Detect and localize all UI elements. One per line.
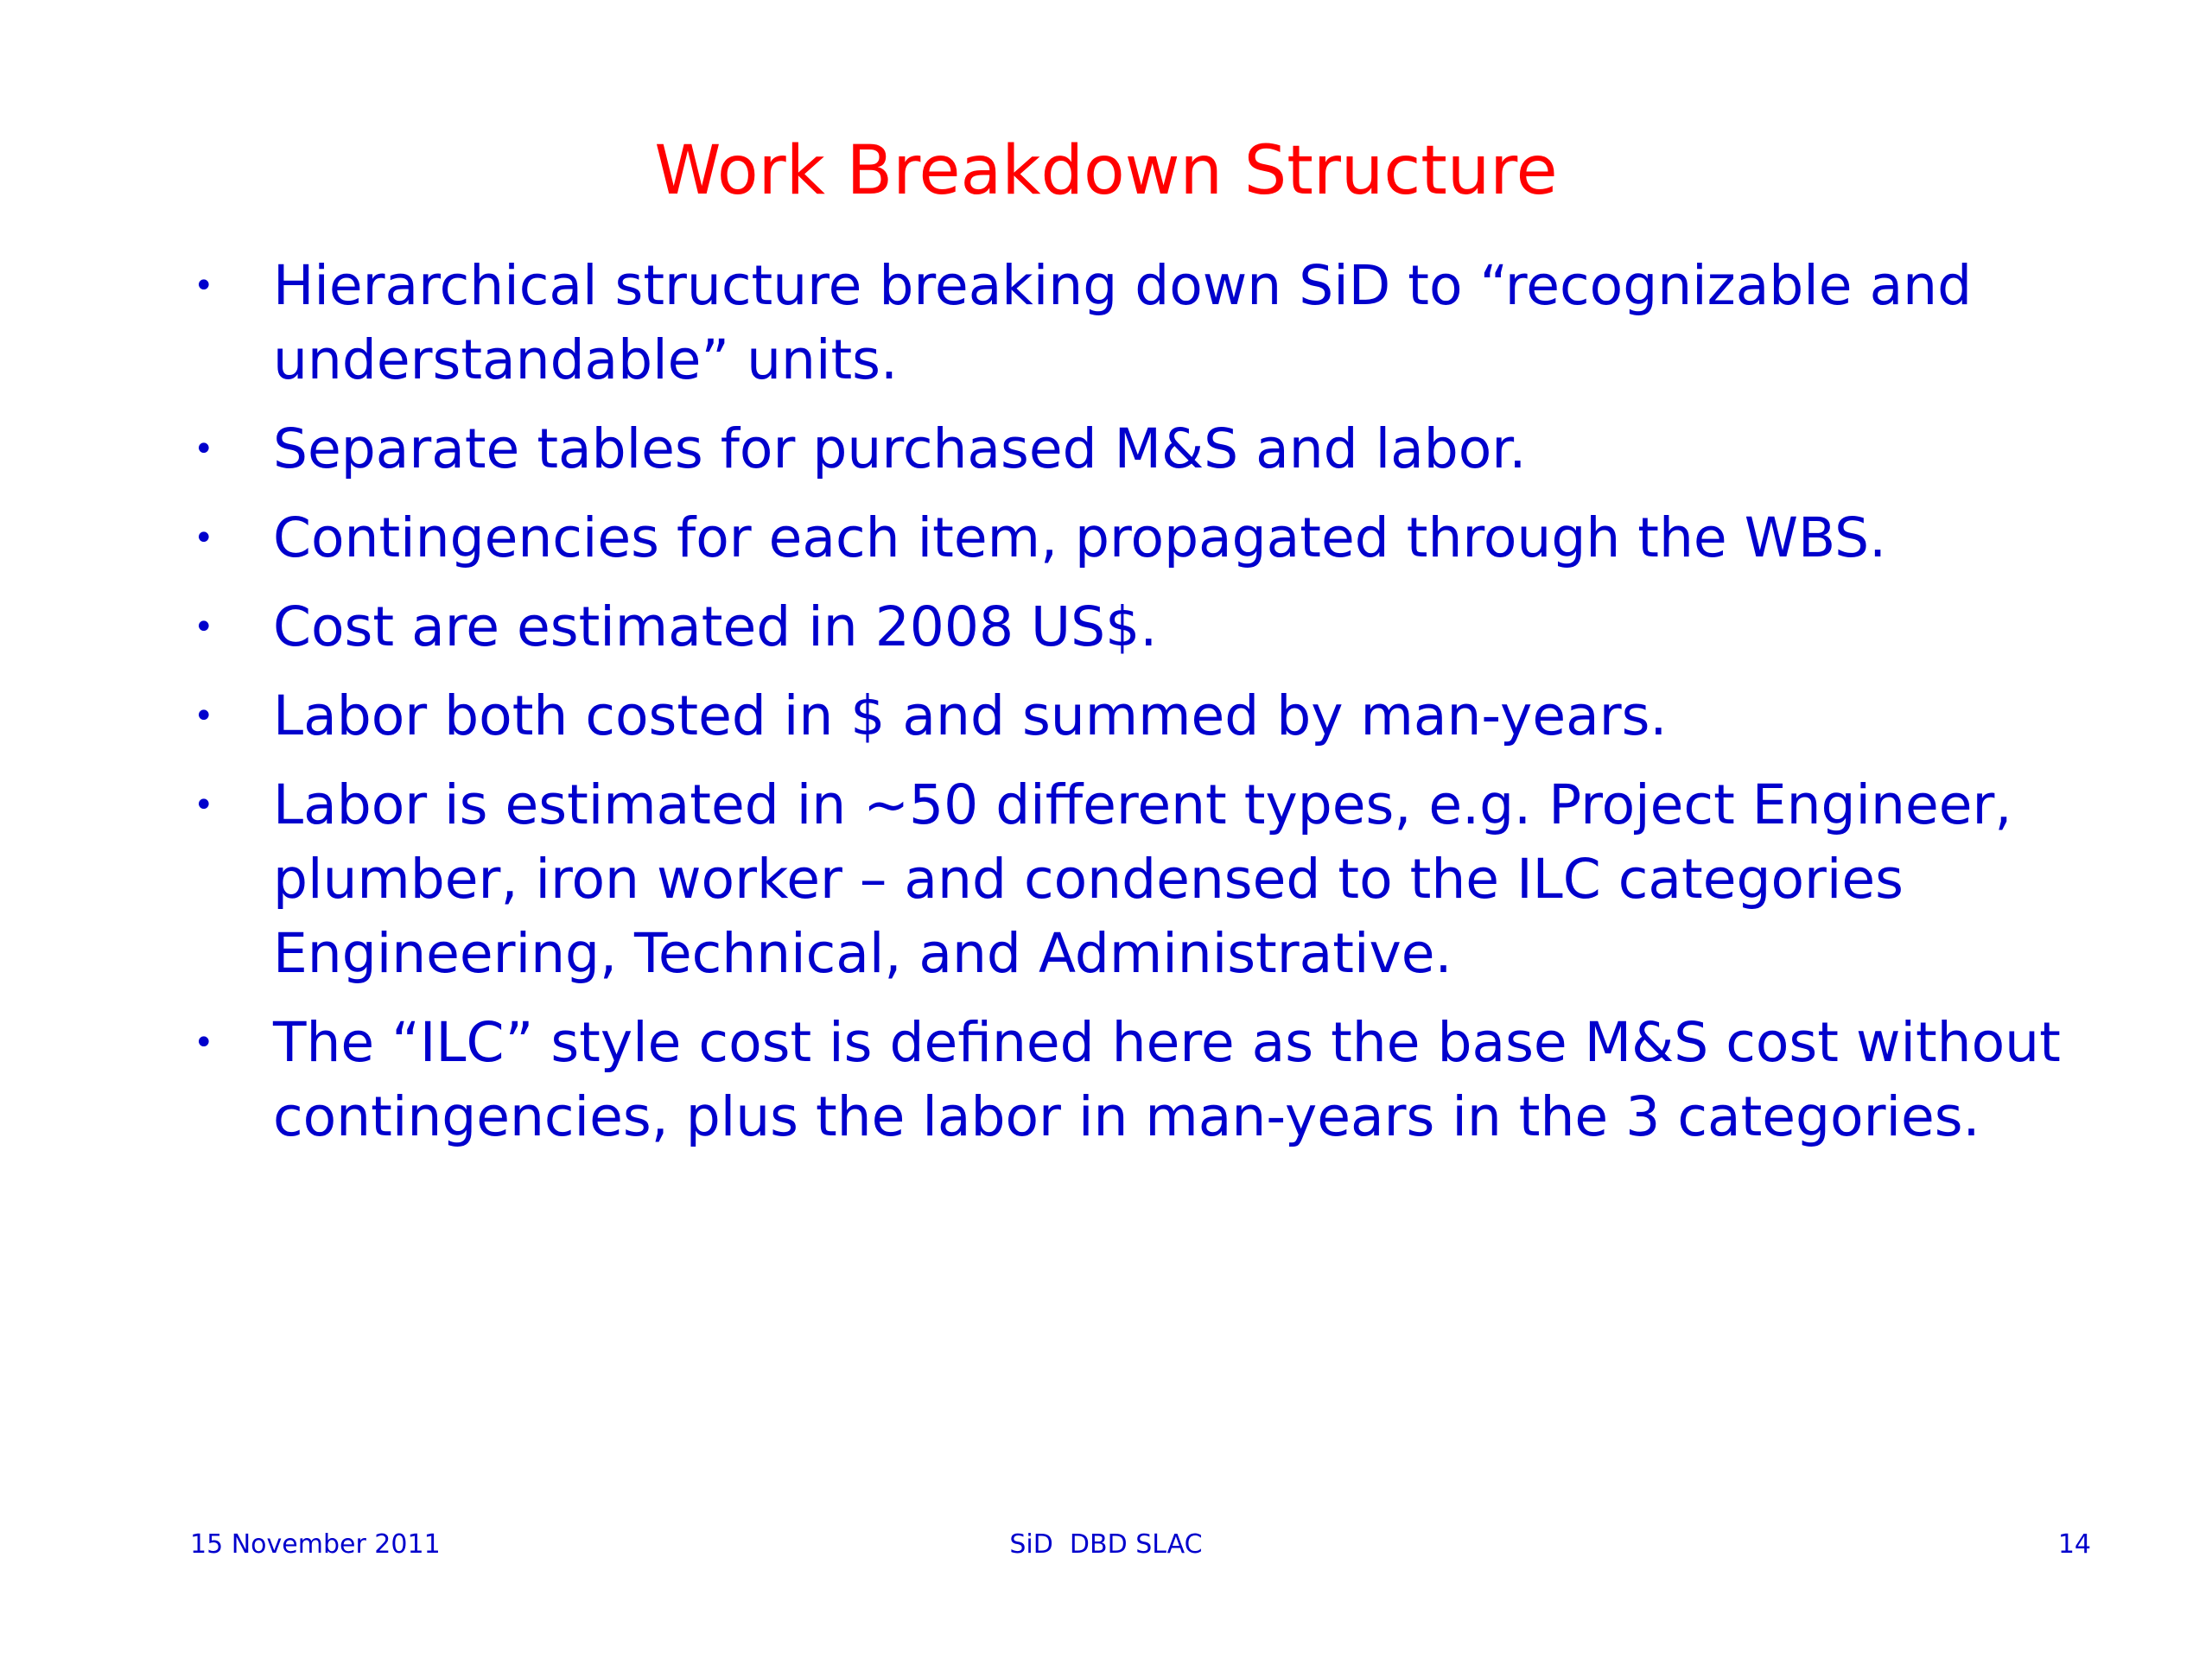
footer-center-label: SiD DBD SLAC (1009, 1529, 1203, 1560)
bullet-icon: • (194, 429, 214, 469)
bullet-item (181, 679, 2082, 753)
slide-title: Work Breakdown Structure (654, 132, 1558, 210)
footer-date: 15 November 2011 (190, 1529, 441, 1560)
bullet-icon: • (194, 266, 214, 306)
bullet-text: Contingencies for each item, propagated through the WBS. (273, 506, 1887, 569)
bullet-item (181, 412, 2082, 486)
bullet-text: Labor is estimated in ~50 different types, e.g. Project Engineer, plumber, iron worker – and condensed to the ILC categories Engineering, Technical, and Administrative. (273, 773, 2012, 985)
bullet-item (181, 249, 2082, 397)
bullet-icon: • (194, 607, 214, 647)
bullet-icon: • (194, 785, 214, 825)
bullet-list (181, 249, 2082, 1169)
footer-page-number: 14 (2057, 1529, 2091, 1560)
bullet-item (181, 768, 2082, 991)
bullet-icon: • (194, 696, 214, 736)
bullet-text: Separate tables for purchased M&S and labor. (273, 417, 1527, 480)
bullet-text: Labor both costed in $ and summed by man-years. (273, 684, 1668, 747)
bullet-icon: • (194, 518, 214, 558)
bullet-text: The “ILC” style cost is defined here as the base M&S cost without contingencies, plus the labor in man-years in the 3 categories. (273, 1011, 2061, 1148)
bullet-text: Hierarchical structure breaking down SiD to “recognizable and understandable” units. (273, 254, 1973, 391)
bullet-icon: • (194, 1023, 214, 1063)
bullet-text: Cost are estimated in 2008 US$. (273, 595, 1158, 658)
bullet-item (181, 501, 2082, 575)
bullet-item (181, 1006, 2082, 1154)
bullet-item (181, 590, 2082, 664)
